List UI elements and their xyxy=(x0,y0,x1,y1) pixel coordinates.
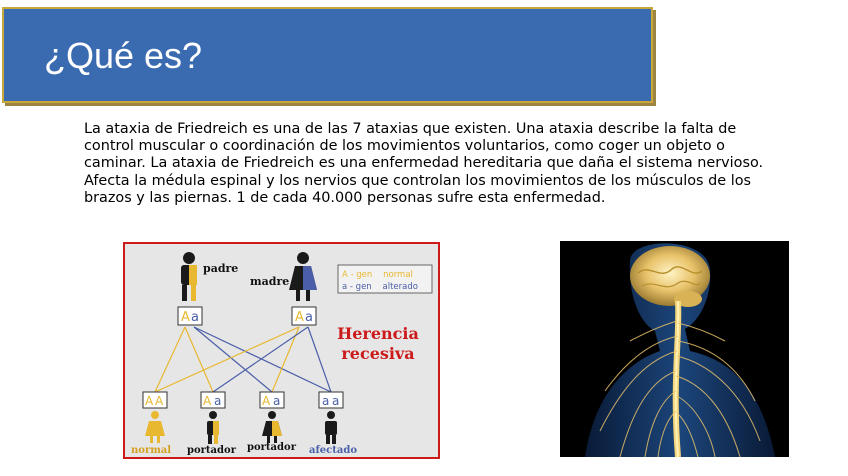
child-carrier-2-figure-icon xyxy=(262,411,282,443)
child-normal-allele-2: A xyxy=(155,394,164,408)
child-genotype-carrier-2 xyxy=(260,392,284,408)
child-normal-figure-icon xyxy=(145,411,165,443)
legend-dominant: A - gen normal xyxy=(342,270,413,280)
nervous-system-illustration xyxy=(560,241,789,457)
child-normal-allele-1: A xyxy=(145,394,154,408)
child-carrier-1-allele-1: A xyxy=(203,394,212,408)
legend-recessive: a - gen alterado xyxy=(342,282,418,292)
father-allele-1: A xyxy=(181,310,190,325)
mother-label: madre xyxy=(250,275,290,288)
father-genotype-box xyxy=(178,307,202,325)
spinal-cord-icon xyxy=(676,301,679,457)
slide-title: ¿Qué es? xyxy=(44,35,203,76)
child-carrier-1-figure-icon xyxy=(207,411,219,444)
child-carrier-1-label: portador xyxy=(187,445,236,456)
father-allele-2: a xyxy=(191,310,199,325)
child-genotype-normal xyxy=(143,392,167,408)
child-genotype-carrier-1 xyxy=(201,392,225,408)
child-carrier-1-allele-2: a xyxy=(214,394,222,408)
mother-allele-2: a xyxy=(305,310,313,325)
child-affected-label: afectado xyxy=(309,445,357,456)
child-carrier-2-label: portador xyxy=(247,442,296,453)
child-carrier-2-allele-2: a xyxy=(273,394,281,408)
nervous-system-illustration-svg xyxy=(560,241,789,457)
child-affected-allele-2: a xyxy=(332,394,340,408)
mother-allele-1: A xyxy=(295,310,304,325)
slide-body-text: La ataxia de Friedreich es una de las 7 ataxias que existen. Una ataxia describe la falta de control muscular o coordinación de los movimientos voluntarios, como coger un objeto o caminar. La ataxia de Friedreich es una enfermedad hereditaria que daña el sistema nervioso. Afecta la médula espinal y los nervios que controlan los movimientos de los músculos de los brazos y las piernas. 1 de cada 40.000 personas sufre esta enfermedad. xyxy=(84,121,764,206)
child-genotype-affected xyxy=(319,392,343,408)
child-affected-allele-1: a xyxy=(322,394,330,408)
title-bar xyxy=(2,7,653,103)
child-affected-figure-icon xyxy=(325,411,337,444)
mother-genotype-box xyxy=(292,307,316,325)
inheritance-diagram xyxy=(123,242,440,459)
inheritance-lines xyxy=(155,327,331,392)
inheritance-diagram-svg xyxy=(125,244,438,457)
child-normal-label: normal xyxy=(131,445,172,456)
mother-figure-icon xyxy=(289,252,317,301)
father-label: padre xyxy=(203,262,239,275)
diagram-title-line-2: recesiva xyxy=(341,344,415,363)
gene-legend xyxy=(338,265,432,293)
child-carrier-2-allele-1: A xyxy=(262,394,271,408)
father-figure-icon xyxy=(181,252,197,301)
diagram-title-line-1: Herencia xyxy=(337,324,419,343)
